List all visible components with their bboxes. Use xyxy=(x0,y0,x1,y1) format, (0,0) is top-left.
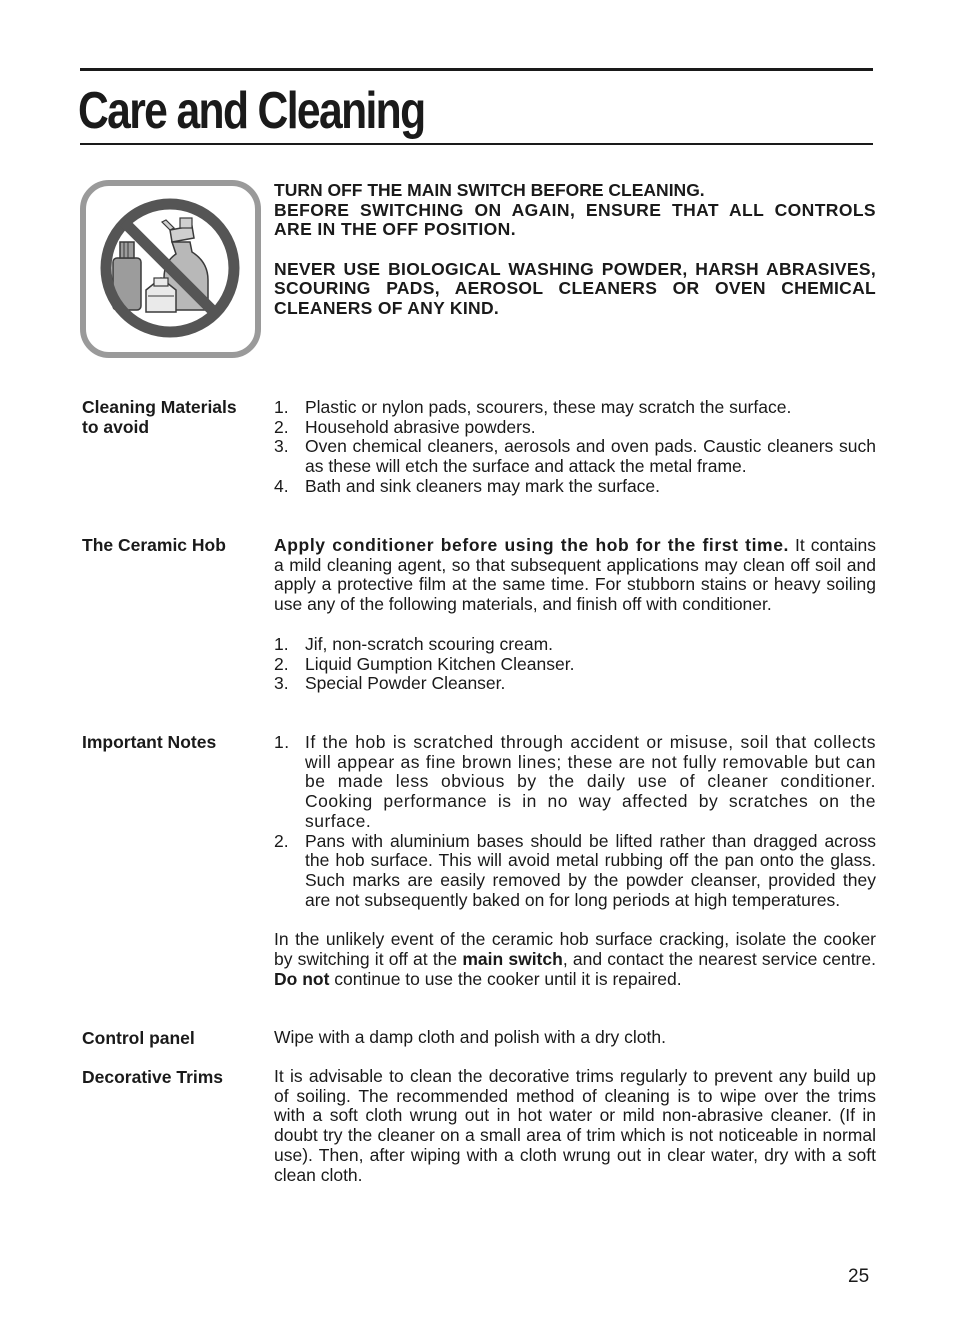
warning-line-3: NEVER USE BIOLOGICAL WASHING POWDER, HARSH ABRASIVES, SCOURING PADS, AEROSOL CLEANERS OR OVEN CHEMICAL CLEANERS OF ANY KIND. xyxy=(274,258,876,318)
list-text: Jif, non-scratch scouring cream. xyxy=(305,633,554,654)
materials-content xyxy=(274,398,876,497)
do-not-emphasis: Do not xyxy=(274,968,330,989)
ceramic-hob-label: The Ceramic Hob xyxy=(82,535,226,555)
list-number: 1. xyxy=(274,397,289,417)
no-cleaning-chemicals-icon xyxy=(80,180,261,358)
ceramic-hob-intro xyxy=(274,536,876,615)
list-text: Bath and sink cleaners may mark the surface. xyxy=(305,475,661,496)
list-number: 4. xyxy=(274,475,289,496)
page-number: 25 xyxy=(848,1266,870,1287)
decorative-trims-text: It is advisable to clean the decorative trims regularly to prevent any build up of soiling. The recommended method of cleaning is to wipe over the trims with a soft cloth wrung out in hot water or mild non-abrasive cleaner. (If in doubt try the cleaner on a small area of trim which is not noticeable in normal use). Then, after wiping with a cloth wrung out in clear water, dry with a soft clean cloth. xyxy=(274,1066,876,1185)
list-item xyxy=(274,832,876,911)
ceramic-hob-content xyxy=(274,536,876,694)
list-item xyxy=(274,418,876,438)
main-switch-emphasis: main switch xyxy=(462,949,563,970)
title-rule xyxy=(80,143,873,145)
top-rule xyxy=(80,68,873,71)
list-text: Pans with aluminium bases should be lifted rather than dragged across the hob surface. This will avoid metal rubbing off the pan onto the glass. Such marks are easily removed by the powder cleanser, provided they are not subsequently baked on for long periods at high temperatures. xyxy=(305,830,876,910)
cracking-note-text-3: continue to use the cooker until it is repaired. xyxy=(329,968,682,989)
ceramic-hob-list xyxy=(274,635,876,694)
list-number: 2. xyxy=(274,653,289,674)
list-text: Liquid Gumption Kitchen Cleanser. xyxy=(305,653,575,674)
important-notes-content xyxy=(274,733,876,989)
cracking-note-text-2: , and contact the nearest service centre. xyxy=(562,949,876,970)
list-item xyxy=(274,437,876,476)
list-item xyxy=(274,655,876,675)
list-number: 1. xyxy=(274,732,290,752)
list-number: 3. xyxy=(274,436,289,457)
important-notes-list xyxy=(274,733,876,910)
list-text: Oven chemical cleaners, aerosols and oven pads. Caustic cleaners such as these will etch the surface and attack the metal frame. xyxy=(305,436,876,477)
ceramic-hob-intro-bold: Apply conditioner before using the hob for the first time. xyxy=(274,535,789,555)
list-text: Household abrasive powders. xyxy=(305,416,536,437)
warning-block xyxy=(274,181,876,319)
list-number: 1. xyxy=(274,633,289,654)
important-notes-label: Important Notes xyxy=(82,732,217,752)
control-panel-text: Wipe with a damp cloth and polish with a dry cloth. xyxy=(274,1027,666,1047)
page-title: Care and Cleaning xyxy=(78,82,425,140)
control-panel-content xyxy=(274,1028,876,1048)
list-item xyxy=(274,635,876,655)
cracking-note-text-1: In the unlikely event of the ceramic hob surface cracking, isolate the cooker by switching it off at the xyxy=(274,929,876,970)
control-panel-label: Control panel xyxy=(82,1028,195,1048)
list-text: If the hob is scratched through accident or misuse, soil that collects will appear as fine brown lines; these are not fully removable but can be made less obvious by the daily use of cleaner conditioner. Cooking performance is in no way affected by scratches on the surface. xyxy=(305,732,876,831)
list-number: 2. xyxy=(274,830,289,851)
list-number: 2. xyxy=(274,416,289,437)
decorative-trims-content xyxy=(274,1067,876,1185)
list-text: Special Powder Cleanser. xyxy=(305,673,506,694)
list-text: Plastic or nylon pads, scourers, these may scratch the surface. xyxy=(305,397,792,417)
ceramic-hob-intro-text: It contains a mild cleaning agent, so that subsequent applications may clean off soil and apply a protective film at the same time. For stubborn stains or heavy soiling use any of the following materials, and finish off with conditioner. xyxy=(274,535,876,615)
list-item xyxy=(274,398,876,418)
warning-line-1: TURN OFF THE MAIN SWITCH BEFORE CLEANING. xyxy=(274,180,705,200)
decorative-trims-label: Decorative Trims xyxy=(82,1067,224,1087)
list-number: 3. xyxy=(274,673,289,694)
cracking-note xyxy=(274,930,876,989)
materials-list xyxy=(274,398,876,497)
warning-line-2: BEFORE SWITCHING ON AGAIN, ENSURE THAT ALL CONTROLS ARE IN THE OFF POSITION. xyxy=(274,199,876,240)
list-item xyxy=(274,733,876,832)
list-item xyxy=(274,674,876,694)
list-item xyxy=(274,477,876,497)
materials-label: Cleaning Materials to avoid xyxy=(82,397,237,437)
